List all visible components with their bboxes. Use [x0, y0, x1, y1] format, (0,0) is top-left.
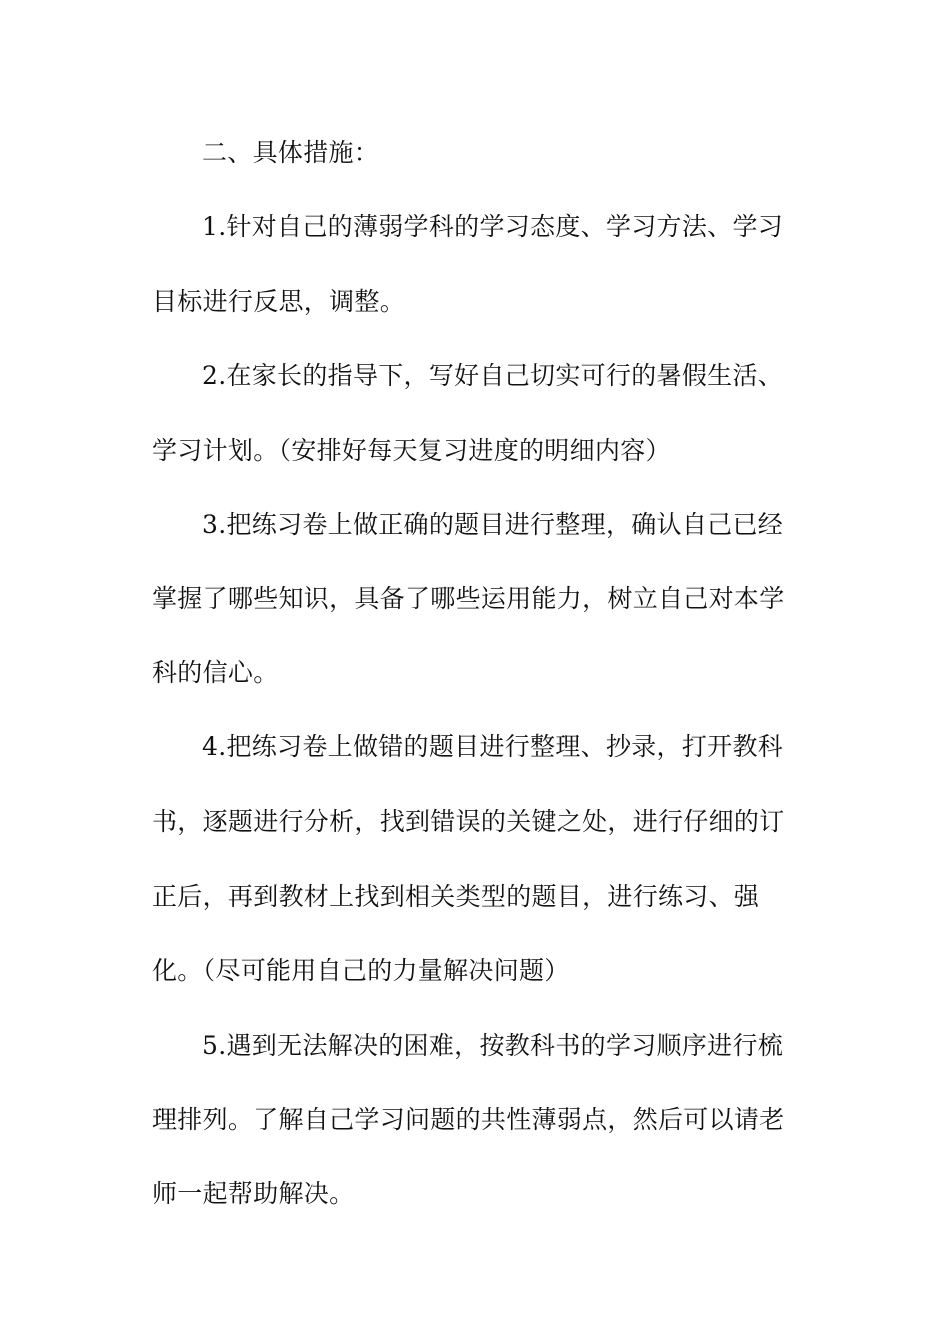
item-5-line-3: 师一起帮助解决。 — [152, 1179, 355, 1208]
item-1-line-2: 目标进行反思，调整。 — [152, 287, 406, 316]
item-1-line-1: 1.针对自己的薄弱学科的学习态度、学习方法、学习 — [202, 212, 784, 241]
item-4-line-1: 4.把练习卷上做错的题目进行整理、抄录，打开教科 — [202, 732, 784, 761]
item-3-line-3: 科的信心。 — [152, 658, 279, 687]
item-3-line-2: 掌握了哪些知识，具备了哪些运用能力，树立自己对本学 — [152, 584, 785, 613]
item-5-line-2: 理排列。了解自己学习问题的共性薄弱点，然后可以请老 — [152, 1105, 785, 1134]
section-heading: 二、具体措施： — [202, 138, 380, 167]
item-2-line-1: 2.在家长的指导下，写好自己切实可行的暑假生活、 — [202, 361, 784, 390]
item-5-line-1: 5.遇到无法解决的困难，按教科书的学习顺序进行梳 — [202, 1031, 784, 1060]
item-4-line-2: 书，逐题进行分析，找到错误的关键之处，进行仔细的订 — [152, 807, 785, 836]
item-3-line-1: 3.把练习卷上做正确的题目进行整理，确认自己已经 — [202, 510, 784, 539]
item-4-line-3: 正后，再到教材上找到相关类型的题目，进行练习、强 — [152, 882, 760, 911]
item-4-line-4: 化。（尽可能用自己的力量解决问题） — [152, 956, 570, 985]
item-2-line-2: 学习计划。（安排好每天复习进度的明细内容） — [152, 436, 671, 465]
